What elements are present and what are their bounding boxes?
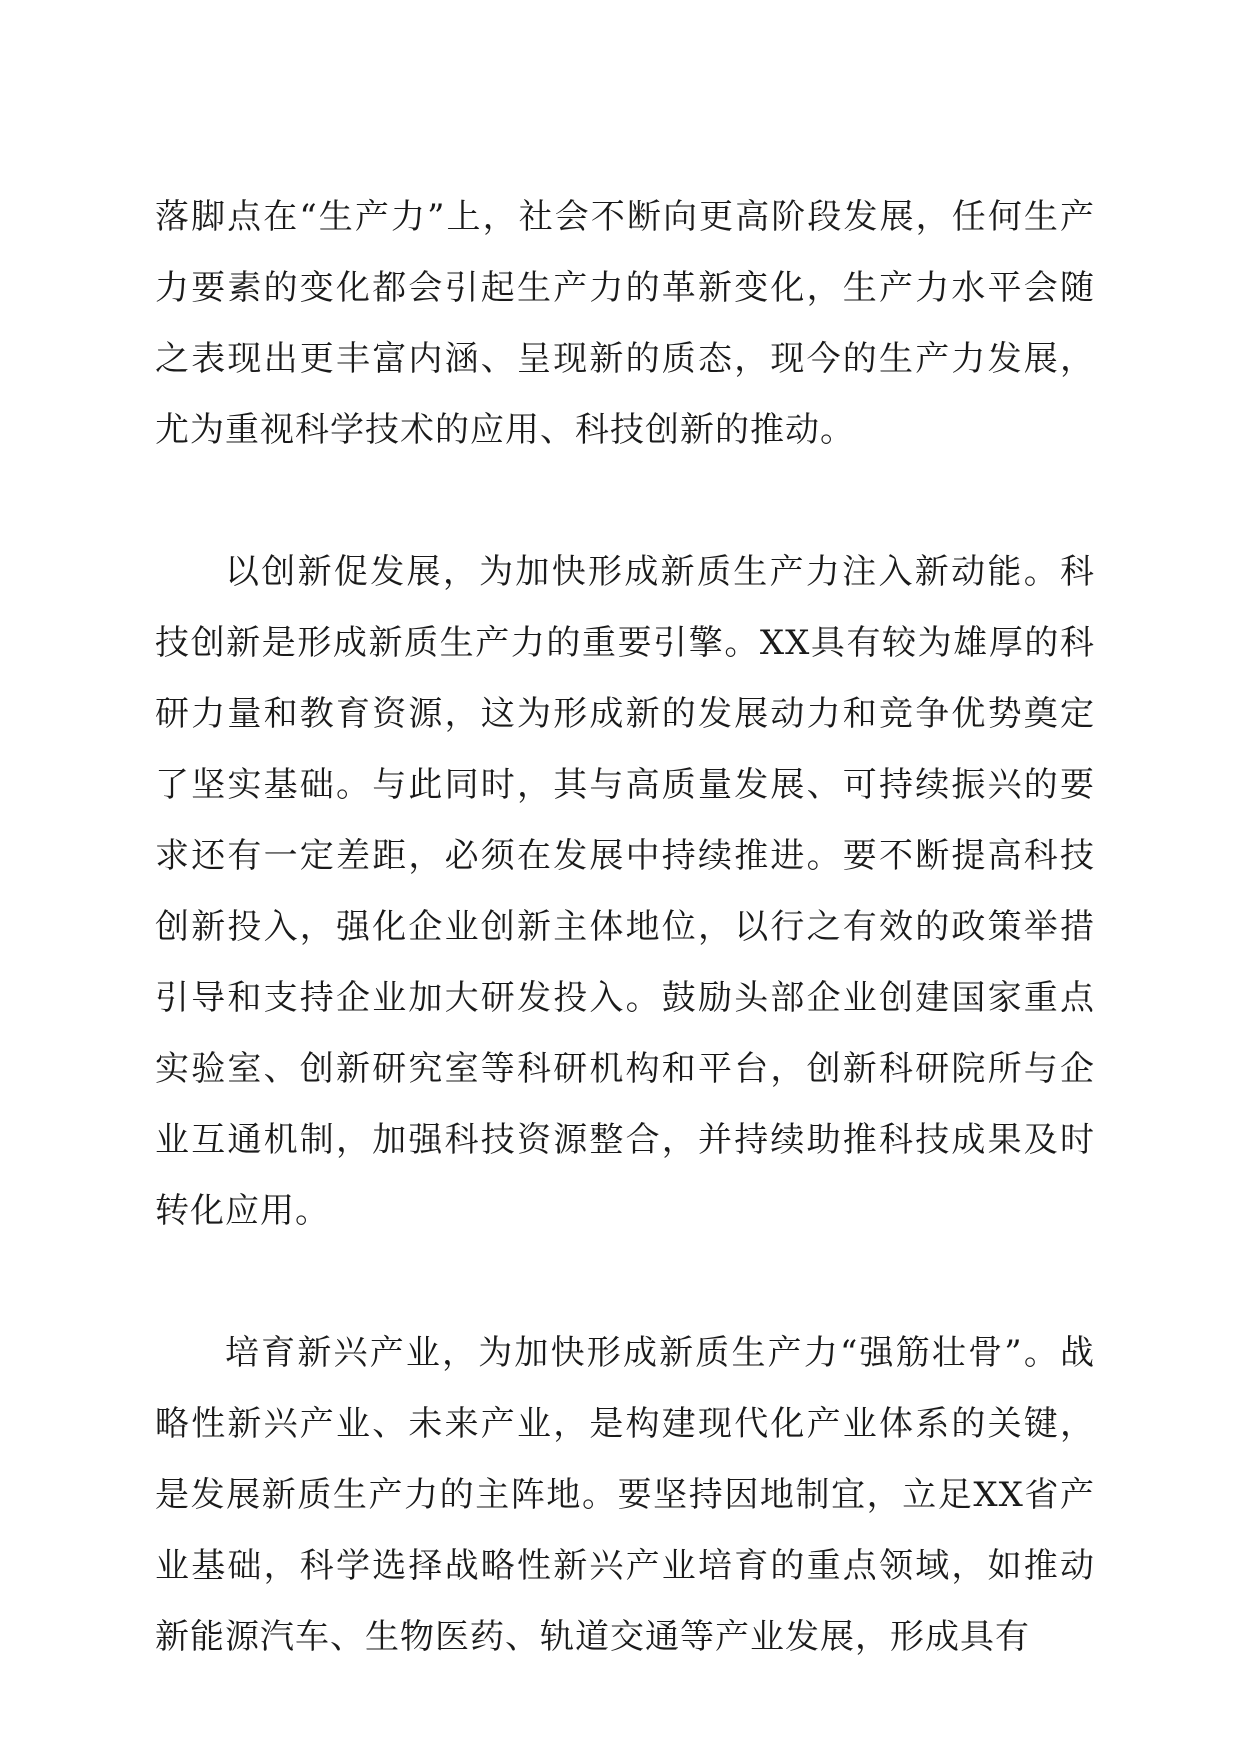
paragraph-continuation: 落脚点在“生产力”上，社会不断向更高阶段发展，任何生产力要素的变化都会引起生产力的革新变化，生产力水平会随之表现出更丰富内涵、呈现新的质态，现今的生产力发展，尤为重视科学技术的应用、科技创新的推动。 — [155, 197, 1095, 450]
body-text — [155, 182, 1095, 1673]
paragraph-innovation: 以创新促发展，为加快形成新质生产力注入新动能。科技创新是形成新质生产力的重要引擎。XX具有较为雄厚的科研力量和教育资源，这为形成新的发展动力和竞争优势奠定了坚实基础。与此同时，其与高质量发展、可持续振兴的要求还有一定差距，必须在发展中持续推进。要不断提高科技创新投入，强化企业创新主体地位，以行之有效的政策举措引导和支持企业加大研发投入。鼓励头部企业创建国家重点实验室、创新研究室等科研机构和平台，创新科研院所与企业互通机制，加强科技资源整合，并持续助推科技成果及时转化应用。 — [155, 552, 1095, 1231]
paragraph-emerging-industries: 培育新兴产业，为加快形成新质生产力“强筋壮骨”。战略性新兴产业、未来产业，是构建现代化产业体系的关键，是发展新质生产力的主阵地。要坚持因地制宜，立足XX省产业基础，科学选择战略性新兴产业培育的重点领域，如推动新能源汽车、生物医药、轨道交通等产业发展，形成具有 — [155, 1333, 1095, 1657]
